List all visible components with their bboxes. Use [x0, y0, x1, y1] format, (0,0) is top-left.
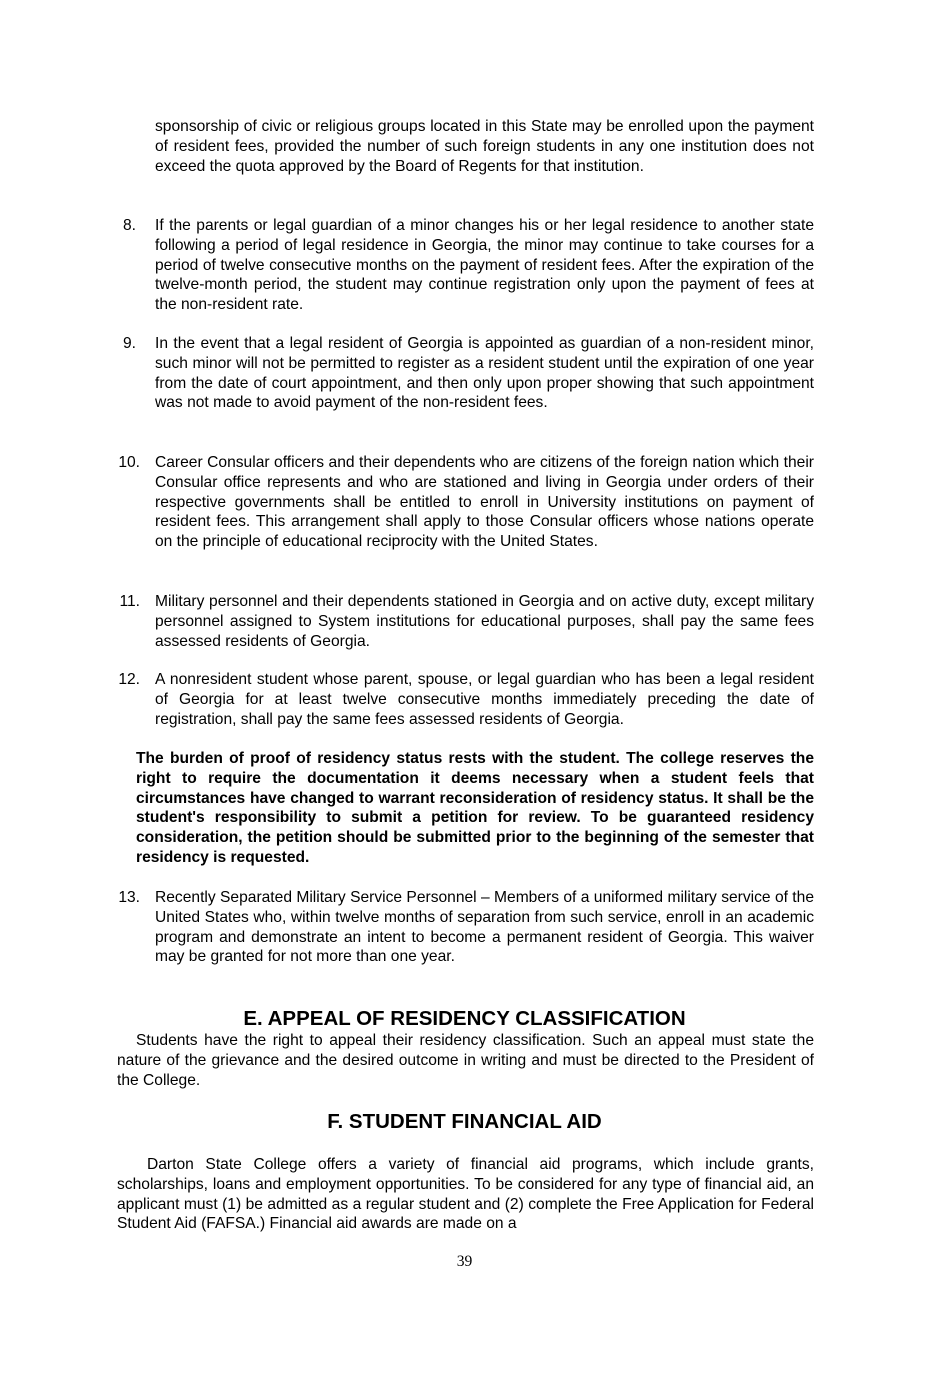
page-number: 39 — [456, 1253, 473, 1270]
list-item-text: If the parents or legal guardian of a minor changes his or her legal residence to another state following a period of legal residence in Georgia, the minor may continue to take courses for a period of twelve consecutive months on the payment of resident fees. After the expiration of the twelve-month period, the student may continue registration only upon the payment of fees at the non-resident rate. — [155, 217, 814, 314]
item-number: 13. — [118, 889, 140, 906]
list-item-text: Recently Separated Military Service Personnel – Members of a uniformed military service of the United States who, within twelve months of separation from such service, enroll in an academic program and demonstrate an intent to become a permanent resident of Georgia. This waiver may be granted for not more than one year. — [155, 889, 814, 966]
item-number: 12. — [118, 671, 140, 688]
list-item-text: A nonresident student whose parent, spouse, or legal guardian who has been a legal resident of Georgia for at least twelve consecutive months immediately preceding the date of registration, shall pay the same fees assessed residents of Georgia. — [155, 671, 814, 728]
list-item-text: In the event that a legal resident of Georgia is appointed as guardian of a non-resident minor, such minor will not be permitted to register as a resident student until the expiration of one year from the date of court appointment, and then only upon proper showing that such appointment was not made to avoid payment of the non-resident fees. — [155, 335, 814, 412]
item-number: 8. — [122, 217, 136, 234]
list-item-text: Military personnel and their dependents stationed in Georgia and on active duty, except military personnel assigned to System institutions for educational purposes, shall pay the same fees assessed residents of Georgia. — [155, 593, 814, 650]
item-number: 9. — [122, 335, 136, 352]
item-number: 10. — [118, 454, 140, 471]
financial-aid-paragraph: Darton State College offers a variety of financial aid programs, which include grants, scholarships, loans and employment opportunities. To be considered for any type of financial aid, an applicant must (1) be admitted as a regular student and (2) complete the Free Application for Federal Student Aid (FAFSA.) Financial aid awards are made on a — [117, 1156, 814, 1233]
continuation-paragraph: sponsorship of civic or religious groups located in this State may be enrolled upon the payment of resident fees, provided the number of such foreign students in any one institution does not exceed the quota approved by the Board of Regents for that institution. — [155, 118, 814, 175]
residency-burden-note: The burden of proof of residency status rests with the student. The college reserves the right to require the documentation it deems necessary when a student feels that circumstances have changed to warrant reconsideration of residency status. It shall be the student's responsibility to submit a petition for review. To be guaranteed residency consideration, the petition should be submitted prior to the beginning of the semester that residency is requested. — [136, 750, 814, 866]
list-item-text: Career Consular officers and their dependents who are citizens of the foreign nation which their Consular office represents and who are stationed and living in Georgia under orders of their respective governments shall be entitled to enroll in University institutions on payment of resident fees. This arrangement shall apply to those Consular officers whose nations operate on the principle of educational reciprocity with the United States. — [155, 454, 814, 551]
section-heading-appeal: E. APPEAL OF RESIDENCY CLASSIFICATION — [243, 1007, 686, 1030]
item-number: 11. — [119, 593, 140, 610]
section-heading-financial-aid: F. STUDENT FINANCIAL AID — [327, 1110, 602, 1133]
appeal-paragraph: Students have the right to appeal their residency classification. Such an appeal must state the nature of the grievance and the desired outcome in writing and must be directed to the President of the College. — [117, 1032, 814, 1089]
